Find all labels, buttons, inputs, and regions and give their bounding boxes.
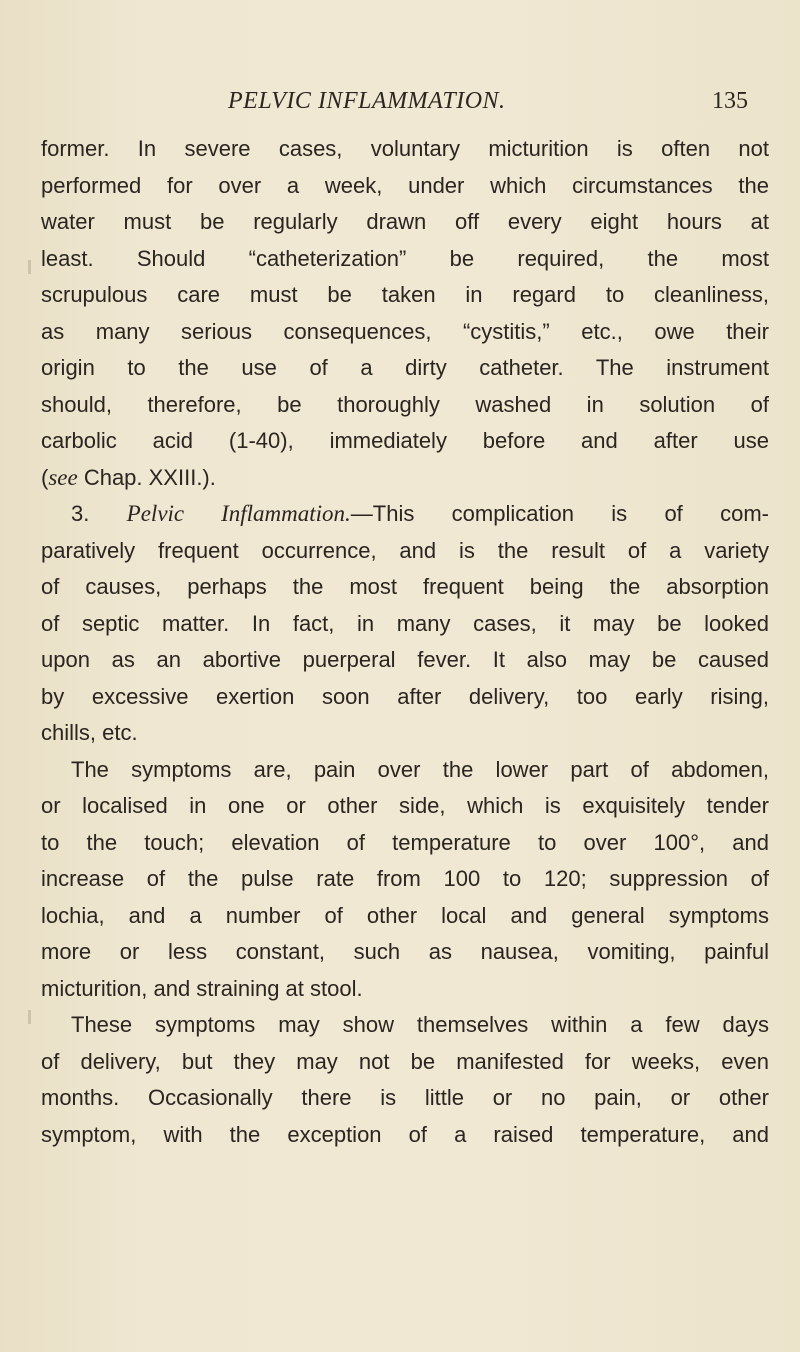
section-number: 3. <box>71 501 127 526</box>
text-line: water must be regularly drawn off every eight hours at <box>41 209 769 234</box>
text-line: or localised in one or other side, which is exquisitely tender <box>41 793 769 818</box>
running-title: PELVIC INFLAMMATION. <box>228 88 506 114</box>
text-line: former. In severe cases, voluntary micturition is often not <box>41 136 769 161</box>
text-line: of causes, perhaps the most frequent being the absorption <box>41 574 769 599</box>
margin-mark <box>28 1010 31 1024</box>
text-line: The symptoms are, pain over the lower part of abdomen, <box>71 756 769 782</box>
text-run: —This complication is of com- <box>350 501 769 526</box>
text-line: carbolic acid (1-40), immediately before and after use <box>41 428 769 453</box>
text-line: scrupulous care must be taken in regard to cleanliness, <box>41 282 769 307</box>
text-line: lochia, and a number of other local and general symptoms <box>41 902 769 928</box>
text-run: ( <box>41 464 49 490</box>
text-line: upon as an abortive puerperal fever. It also may be caused <box>41 647 769 672</box>
text-line: by excessive exertion soon after delivery, too early rising, <box>41 683 769 709</box>
text-line: performed for over a week, under which circumstances the <box>41 172 769 198</box>
section-heading-line <box>41 496 769 533</box>
text-line: months. Occasionally there is little or no pain, or other <box>41 1085 769 1110</box>
section-title: Pelvic Inflammation. <box>126 501 351 526</box>
text-line: of septic matter. In fact, in many cases, it may be looked <box>41 610 769 636</box>
text-line: These symptoms may show themselves within a few days <box>71 1012 769 1037</box>
text-line: paratively frequent occurrence, and is the result of a variety <box>41 537 769 563</box>
italic-text: see <box>48 464 78 490</box>
page-number: 135 <box>712 88 748 114</box>
text-run: Chap. XXIII.). <box>77 464 216 490</box>
margin-mark <box>28 260 31 274</box>
text-line: to the touch; elevation of temperature to over 100°, and <box>41 829 769 855</box>
text-line: symptom, with the exception of a raised temperature, and <box>41 1121 769 1147</box>
body-text <box>41 131 769 1153</box>
text-line: micturition, and straining at stool. <box>41 975 363 1001</box>
text-line: should, therefore, be thoroughly washed in solution of <box>41 391 769 417</box>
text-line: more or less constant, such as nausea, vomiting, painful <box>41 939 769 964</box>
text-line: origin to the use of a dirty catheter. The instrument <box>41 355 769 380</box>
text-line: increase of the pulse rate from 100 to 120; suppression of <box>41 866 769 891</box>
text-line: of delivery, but they may not be manifested for weeks, even <box>41 1048 769 1074</box>
text-line: as many serious consequences, “cystitis,” etc., owe their <box>41 318 769 344</box>
page-header <box>0 88 800 124</box>
text-line <box>41 460 769 497</box>
text-line: chills, etc. <box>41 720 138 745</box>
text-line: least. Should “catheterization” be required, the most <box>41 245 769 271</box>
